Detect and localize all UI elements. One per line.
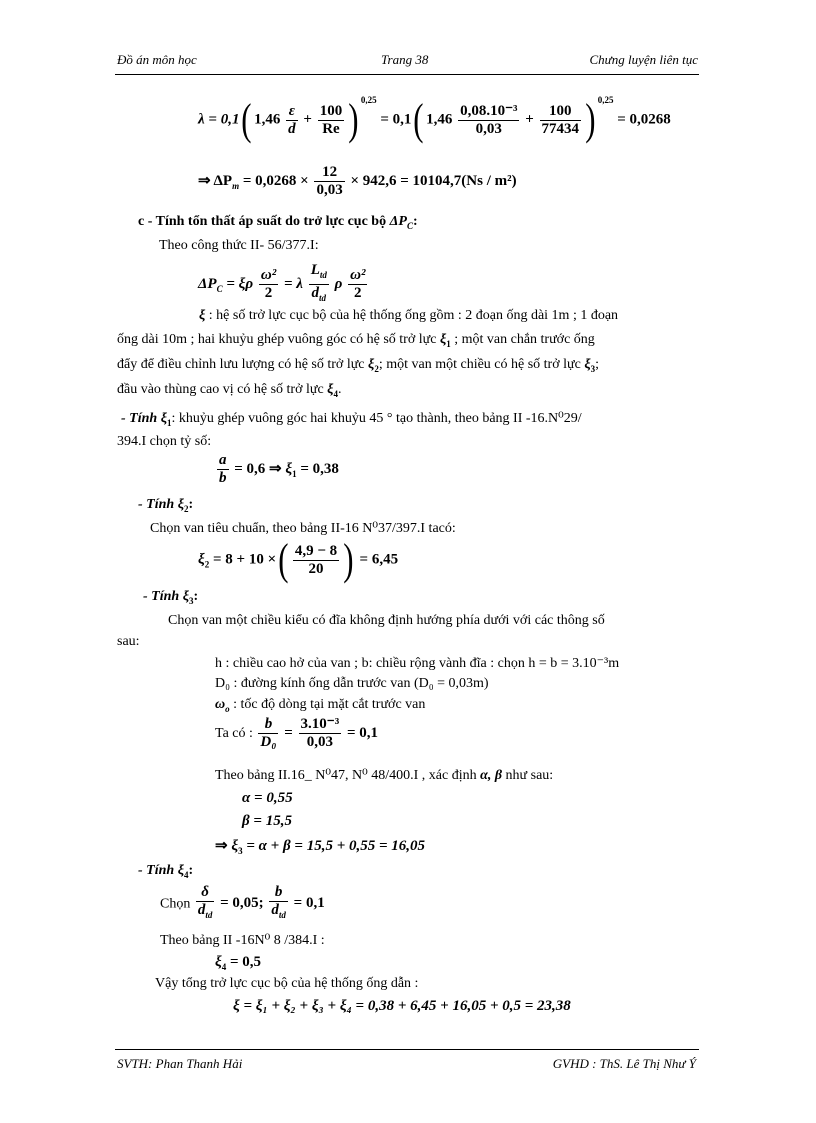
header-left: Đồ án môn học <box>117 52 197 67</box>
total-equation: ξ = ξ₁ + ξ₂ + ξ₃ + ξ₄ = 0,38 + 6,45 + 16,05 + 0,5 = 23,38 <box>233 998 571 1014</box>
xi3-w-text: : tốc độ dòng tại mặt cắt trước van <box>233 697 426 712</box>
para-xi-line3 <box>117 357 599 374</box>
eq-dpc-lhs: ΔP <box>198 275 217 292</box>
xi1-sub: 1 <box>446 338 451 349</box>
xi3-head-symbol: ξ <box>182 589 189 604</box>
eq-lambda-frac1: $\frac{\varepsilon}{d}$ <box>288 102 296 137</box>
eq-dpc-frac2: $\frac{L_{td}}{d_{td}}$ <box>310 262 327 303</box>
omega-symbol: ω <box>215 697 226 712</box>
xi3-frac1: $\frac{b}{\text{D₀}}$ <box>260 716 277 750</box>
xi4-head-sub: 4 <box>183 869 189 880</box>
xi2-eq-b: = 6,45 <box>359 551 399 568</box>
header-rule <box>115 74 699 75</box>
xi4-head-symbol: ξ <box>177 863 184 878</box>
eq-lambda-plus: + <box>303 111 312 128</box>
xi4-val: = 0,5 <box>230 954 262 970</box>
xi3-frac2: $\frac{\text{3.10⁻³}}{0,03}$ <box>300 716 340 750</box>
xi1-head-sub: 1 <box>166 417 172 428</box>
eq-dpm-frac: $\frac{12}{0,03}$ <box>316 164 343 198</box>
para-xi-l4b: . <box>337 382 342 397</box>
xi4-chon: Chọn <box>160 896 191 912</box>
xi2-head: - Tính <box>138 497 175 512</box>
xi1-eq-sub: 1 <box>292 468 297 479</box>
para-xi-l4a: đầu vào thùng cao vị có hệ số trở lực <box>117 382 324 397</box>
omega-sub: o <box>225 703 230 714</box>
section-c-sub: C <box>406 220 413 231</box>
footer-rule <box>115 1049 699 1050</box>
eq-lambda-frac2: $\frac{100}{Re}$ <box>319 102 343 137</box>
xi1-symbol: ξ <box>439 332 447 347</box>
eq-lambda-result: = 0,0268 <box>617 111 671 128</box>
eq-lambda-plus2: + <box>525 111 534 128</box>
xi3-head: - Tính <box>143 589 180 604</box>
xi1-text2: 394.I chọn tỷ số: <box>117 434 212 449</box>
xi2-text: Chọn van tiêu chuẩn, theo bảng II-16 N⁰37/397.I tacó: <box>150 521 456 536</box>
xi2-head-sub: 2 <box>183 503 189 514</box>
eq-dpm-rhs: × 942,6 = 10104,7(Ns / m²) <box>350 172 517 189</box>
xi2-symbol: ξ <box>368 357 375 372</box>
eq-dpm-mid: = 0,0268 × <box>242 172 309 189</box>
xi1-eq-result: = 0,38 <box>300 460 339 477</box>
xi3-d-line: D₀ : đường kính ống dẫn trước van (D₀ = 0,03m) <box>215 676 489 691</box>
eq-lambda-frac4: $\frac{100}{77434}$ <box>541 102 580 137</box>
eq-dpc-p2: = λ <box>283 275 303 292</box>
para-xi-l2b: ; một van chắn trước ống <box>454 332 595 347</box>
xi2-eq-sub: 2 <box>204 559 210 570</box>
para-xi-l3a: đẩy để điều chỉnh lưu lượng có hệ số trở lực <box>117 357 365 372</box>
xi4-val-symbol: ξ <box>215 954 222 970</box>
xi3-w-line <box>215 697 425 714</box>
xi3-table-ref-text2: như sau: <box>505 768 554 783</box>
para-xi-l3b: ; một van một chiều có hệ số trở lực <box>378 357 581 372</box>
eq-dpc-p3: ρ <box>334 275 343 292</box>
eq-dpm-sub: m <box>232 180 240 191</box>
para-xi-line4 <box>117 382 341 399</box>
formula-reference: Theo công thức II- 56/377.I: <box>159 238 319 253</box>
section-c-symbol: ΔP <box>389 214 407 229</box>
xi4-frac2: $\frac{b}{d_{td}}$ <box>271 884 286 920</box>
eq-lambda-frac3: $\frac{\text{0,08.10⁻³}}{0,03}$ <box>460 102 518 137</box>
xi3-h-line: h : chiều cao hở của van ; b: chiều rộng vành đĩa : chọn h = b = 3.10⁻³m <box>215 656 620 671</box>
para-xi-line1 <box>199 308 618 324</box>
xi1-eq-symbol: ξ <box>285 460 293 477</box>
equation-dpm <box>198 164 517 199</box>
xi4-colon: : <box>188 863 194 878</box>
para-xi-l3c: ; <box>595 357 600 372</box>
xi1-head-symbol: ξ <box>160 411 167 426</box>
section-c-label: c - Tính tổn thất áp suất do trở lực cục bộ <box>138 214 387 229</box>
xi2-sub: 2 <box>374 363 379 374</box>
xi3-head-sub: 3 <box>188 595 194 606</box>
xi4-value <box>215 954 261 972</box>
xi3-sub: 3 <box>590 363 596 374</box>
xi4-chon-equation <box>160 884 325 924</box>
footer-right: GVHD : ThS. Lê Thị Như Ý <box>552 1056 696 1071</box>
total-text: Vậy tổng trở lực cục bộ của hệ thống ống dẫn : <box>155 976 419 991</box>
xi4-mid: = 0,05; <box>220 895 264 912</box>
xi4-heading <box>138 863 193 880</box>
eq-dpc-frac3: $\frac{\text{ω²}}{2}$ <box>350 267 366 301</box>
xi2-frac: $\frac{4,9 - 8}{20}$ <box>294 542 338 577</box>
xi4-sub: 4 <box>333 388 338 399</box>
xi3-text2: sau: <box>117 634 140 649</box>
xi3-alpha: α = 0,55 <box>242 790 293 806</box>
xi1-head: - Tính <box>121 411 158 426</box>
xi3-sum-arrow: ⇒ <box>215 838 228 854</box>
xi3-colon: : <box>193 589 199 604</box>
section-c-colon: : <box>412 214 418 229</box>
xi1-frac: $\frac{a}{b}$ <box>219 452 227 486</box>
equation-dpc <box>198 262 369 307</box>
eq-lambda-exp2: 0,25 <box>597 95 614 106</box>
xi4-frac1: $\frac{\delta}{d_{td}}$ <box>197 884 213 920</box>
eq-dpc-frac1: $\frac{\text{ω²}}{2}$ <box>260 267 277 301</box>
xi1-heading <box>121 410 582 428</box>
eq-lambda-coef1: 1,46 <box>254 111 281 128</box>
eq-dpm-lhs: ⇒ ΔP <box>198 172 233 189</box>
para-xi-line2 <box>117 332 595 349</box>
xi3-taco: Ta có : <box>215 725 253 741</box>
xi3-sum-b: = α + β = 15,5 + 0,55 = 16,05 <box>246 838 426 854</box>
xi3-sum-symbol: ξ <box>231 838 239 854</box>
xi2-head-symbol: ξ <box>177 497 184 512</box>
xi2-eq-symbol: ξ <box>198 551 205 568</box>
xi3-text1: Chọn van một chiều kiểu có đĩa không định hướng phía dưới với các thông số <box>168 613 605 628</box>
xi1-eq-rest: = 0,6 ⇒ <box>234 460 282 477</box>
xi2-colon: : <box>188 497 194 512</box>
xi-symbol: ξ <box>199 308 206 323</box>
xi3-sum-sub: 3 <box>238 846 243 856</box>
xi2-eq-a: = 8 + 10 × <box>213 551 277 568</box>
xi3-heading <box>143 589 198 606</box>
xi3-res: = 0,1 <box>346 724 379 741</box>
xi1-equation <box>215 452 339 487</box>
xi3-ab: α, β <box>480 768 503 783</box>
xi4-symbol: ξ <box>327 382 334 397</box>
eq-lambda-exp: 0,25 <box>360 95 377 106</box>
section-c-heading <box>138 214 418 231</box>
xi1-text1: : khuỷu ghép vuông góc hai khuỷu 45 ° tạo thành, theo bảng II -16.N⁰29/ <box>171 411 582 426</box>
eq-dpc-p1: = ξρ <box>226 275 254 292</box>
para-xi-l1: : hệ số trở lực cục bộ của hệ thống ống gồm : 2 đoạn ống dài 1m ; 1 đoạn <box>208 308 619 323</box>
equation-lambda: λ = 0,1( 1,46 $\frac{\varepsilon}{d}$ + $\frac{100}{Re}$ ) $^{0,25}$ = 0,1( 1,46 $\frac{\text{0,08.10⁻³}}{0,03}$ + $\frac{100}{77434}$ ) $^{0,25}$ = 0,0268 <box>198 95 671 144</box>
xi2-heading <box>138 497 193 514</box>
xi2-equation: $\xi_2 = 8 + 10$ ×( $\frac{4,9 - 8}{20}$ ) = 6,45 <box>198 535 399 584</box>
xi4-val-sub: 4 <box>221 962 227 972</box>
para-xi-l2a: ống dài 10m ; hai khuỷu ghép vuông góc có hệ số trở lực <box>117 332 437 347</box>
xi4-res: = 0,1 <box>293 895 325 912</box>
eq-lambda-coef2: 1,46 <box>426 111 453 128</box>
header-page-number: Trang 38 <box>381 52 429 67</box>
footer-left: SVTH: Phan Thanh Hải <box>117 1056 243 1071</box>
xi3-taco-equation: Ta có : $\frac{b}{\text{D₀}}$ = $\frac{\text{3.10⁻³}}{0,03}$ = 0,1 <box>215 716 379 750</box>
eq-lambda-mid: = 0,1 <box>380 111 412 128</box>
xi3-beta: β = 15,5 <box>242 813 292 829</box>
xi3-sum <box>215 836 425 856</box>
eq-lambda-lhs: λ = 0,1 <box>198 111 240 128</box>
header-right: Chưng luyện liên tục <box>589 52 698 67</box>
xi3-table-ref <box>215 767 553 784</box>
xi3-symbol: ξ <box>584 357 591 372</box>
xi4-head: - Tính <box>138 863 175 878</box>
xi3-table-ref-text: Theo bảng II.16_ N⁰47, N⁰ 48/400.I , xác định <box>215 768 477 783</box>
xi4-table-ref: Theo bảng II -16N⁰ 8 /384.I : <box>160 933 325 948</box>
eq-dpc-sub: C <box>216 283 223 294</box>
